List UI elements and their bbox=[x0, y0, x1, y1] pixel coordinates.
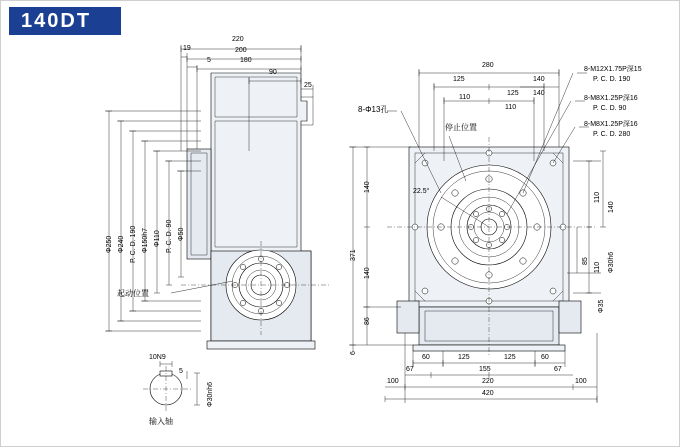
callout-2-line1: 8-M8X1.25P深16 bbox=[584, 95, 638, 102]
left-side-view bbox=[181, 73, 331, 349]
dim-phi250: Φ250 bbox=[106, 235, 113, 253]
input-shaft-label: 输入轴 bbox=[149, 417, 173, 426]
dim-right-140b: 140 bbox=[533, 90, 545, 97]
dim-bottom-100b: 100 bbox=[575, 378, 587, 385]
key-size-label: 10N9 bbox=[149, 354, 166, 361]
shaft-detail-view bbox=[143, 361, 200, 413]
dim-right-left-86: 86 bbox=[364, 317, 371, 325]
stop-position-note: 停止位置 bbox=[445, 123, 477, 132]
dim-left-200: 200 bbox=[235, 47, 247, 54]
dim-phi30h6: Φ30h6 bbox=[608, 251, 615, 273]
dim-right-125b: 125 bbox=[507, 90, 519, 97]
dim-left-220: 220 bbox=[232, 36, 244, 43]
dim-right-right-85: 85 bbox=[582, 257, 589, 265]
dim-left-5: 5 bbox=[207, 57, 211, 64]
callout-1-line1: 8-M12X1.75P深15 bbox=[584, 66, 642, 73]
dim-bottom-125a: 125 bbox=[458, 354, 470, 361]
dim-right-left-140b: 140 bbox=[364, 267, 371, 279]
dim-bottom-155: 155 bbox=[479, 366, 491, 373]
callout-3-line1: 8-M8X1.25P深16 bbox=[584, 121, 638, 128]
callout-3-line2: P. C. D. 280 bbox=[593, 131, 631, 138]
dim-right-125a: 125 bbox=[453, 76, 465, 83]
dim-phi150h7: Φ150h7 bbox=[142, 227, 149, 253]
dim-right-right-110b: 110 bbox=[594, 261, 601, 273]
dim-bottom-220: 220 bbox=[482, 378, 494, 385]
right-front-view bbox=[387, 137, 597, 357]
dim-right-110a: 110 bbox=[459, 94, 471, 101]
dim-phi110: Φ110 bbox=[154, 230, 161, 247]
dim-right-110b: 110 bbox=[505, 104, 517, 111]
dim-phi50: Φ50 bbox=[178, 227, 185, 241]
dim-right-left-140: 140 bbox=[364, 181, 371, 193]
shaft-dia-label: Φ30nh6 bbox=[207, 381, 214, 407]
dim-bottom-420: 420 bbox=[482, 390, 494, 397]
dim-phi240: Φ240 bbox=[118, 235, 125, 253]
start-position-note: 起动位置 bbox=[117, 289, 149, 298]
angle-22-5: 22.5° bbox=[413, 188, 430, 195]
dim-right-280: 280 bbox=[482, 62, 494, 69]
dim-right-right-140: 140 bbox=[608, 201, 615, 213]
left-view-left-dimensions bbox=[105, 111, 201, 331]
dim-bottom-60b: 60 bbox=[541, 354, 549, 361]
dim-left-90: 90 bbox=[269, 69, 277, 76]
callout-2-line2: P. C. D. 90 bbox=[593, 105, 627, 112]
dim-bottom-67a: 67 bbox=[406, 366, 414, 373]
dim-right-140a: 140 bbox=[533, 76, 545, 83]
dim-right-right-110a: 110 bbox=[594, 191, 601, 203]
dim-phi35: Φ35 bbox=[598, 299, 605, 313]
dim-pcd190: P. C. D. 190 bbox=[130, 225, 137, 263]
dim-bottom-125b: 125 bbox=[504, 354, 516, 361]
hole-count-note: 8-Φ13孔 bbox=[358, 105, 389, 114]
dim-bottom-67b: 67 bbox=[554, 366, 562, 373]
dim-right-left-371: 371 bbox=[350, 249, 357, 261]
key-depth-label: 5 bbox=[179, 368, 183, 375]
dim-left-180: 180 bbox=[240, 57, 252, 64]
model-title-text: 140DT bbox=[21, 9, 92, 32]
dim-bottom-60a: 60 bbox=[422, 354, 430, 361]
dim-bottom-100a: 100 bbox=[387, 378, 399, 385]
dim-pcd90: P. C. D. 90 bbox=[166, 219, 173, 253]
dim-right-left-6: 6 bbox=[350, 351, 357, 355]
callout-1-line2: P. C. D. 190 bbox=[593, 76, 631, 83]
dim-left-25: 25 bbox=[304, 82, 312, 89]
dim-left-19: 19 bbox=[183, 45, 191, 52]
